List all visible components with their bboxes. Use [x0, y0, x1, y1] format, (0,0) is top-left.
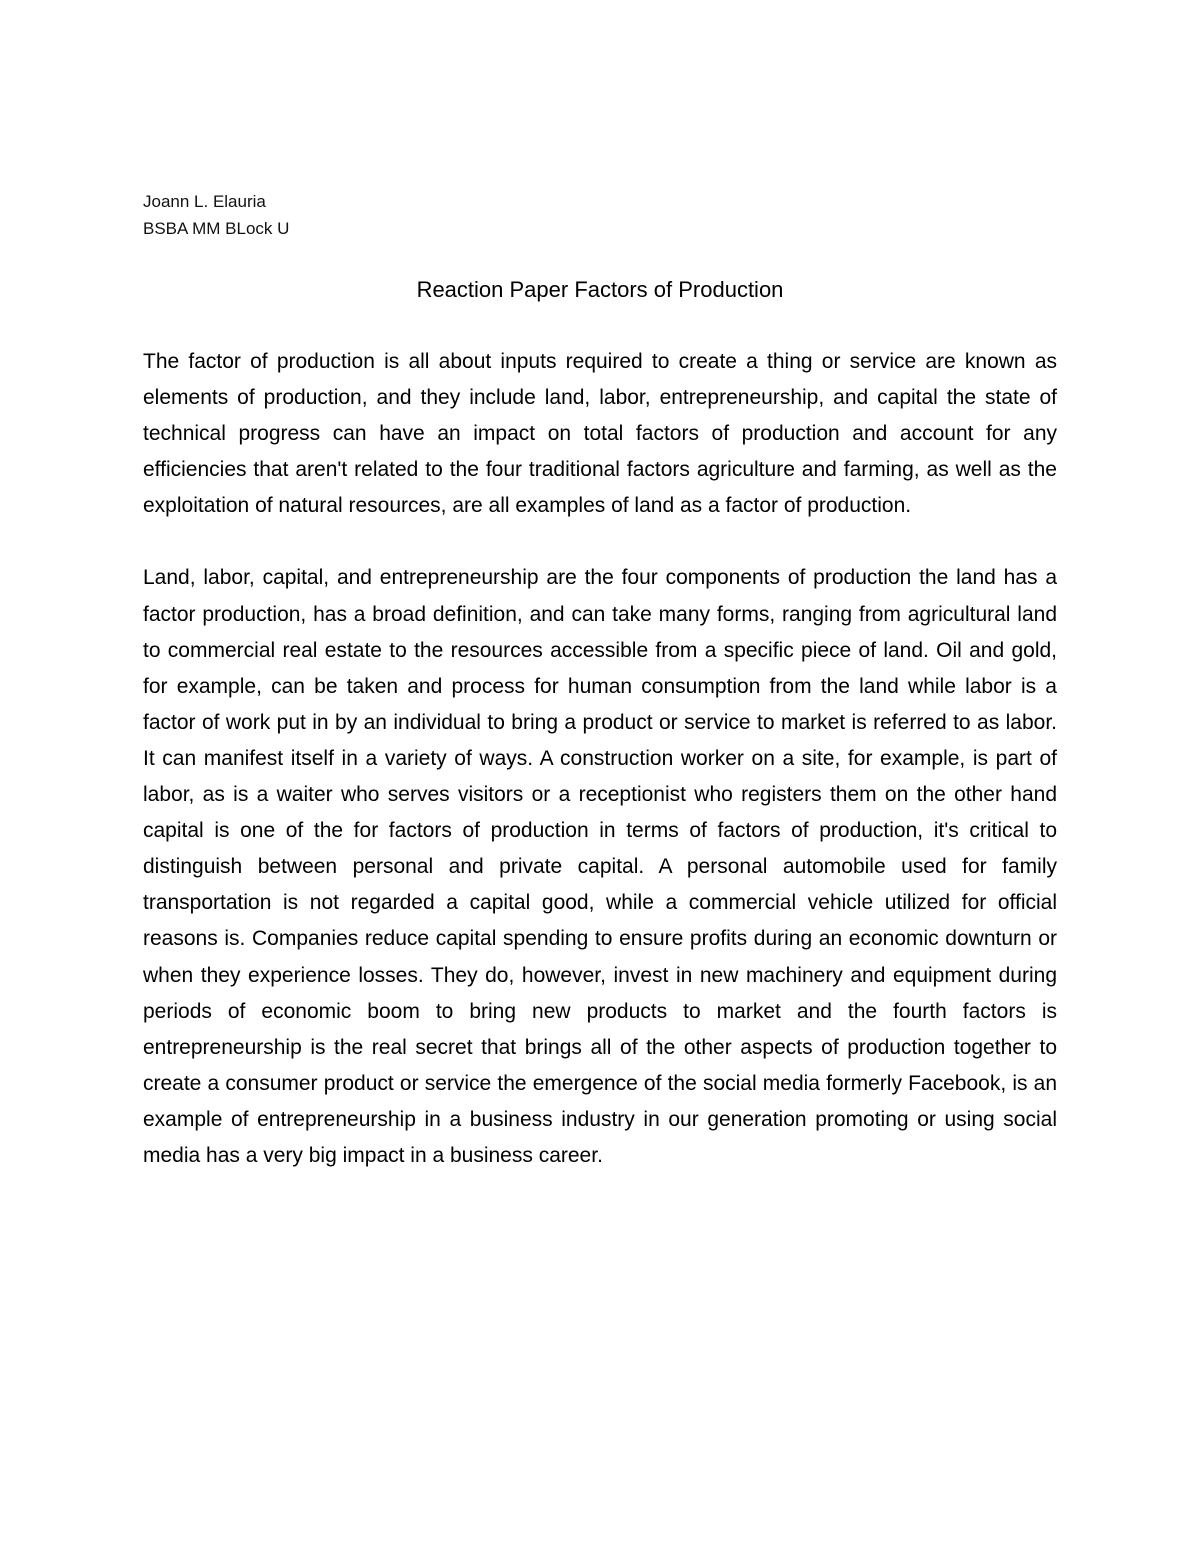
body-text — [143, 344, 1057, 1174]
paragraph-2: Land, labor, capital, and entrepreneurship are the four components of production the land has a factor production, has a broad definition, and can take many forms, ranging from agricultural land to commercial real estate to the resources accessible from a specific piece of land. Oil and gold, for example, can be taken and process for human consumption from the land while labor is a factor of work put in by an individual to bring a product or service to market is referred to as labor. It can manifest itself in a variety of ways. A construction worker on a site, for example, is part of labor, as is a waiter who serves visitors or a receptionist who registers them on the other hand capital is one of the for factors of production in terms of factors of production, it's critical to distinguish between personal and private capital. A personal automobile used for family transportation is not regarded a capital good, while a commercial vehicle utilized for official reasons is. Companies reduce capital spending to ensure profits during an economic downturn or when they experience losses. They do, however, invest in new machinery and equipment during periods of economic boom to bring new products to market and the fourth factors is entrepreneurship is the real secret that brings all of the other aspects of production together to create a consumer product or service the emergence of the social media formerly Facebook, is an example of entrepreneurship in a business industry in our generation promoting or using social media has a very big impact in a business career. — [143, 566, 1057, 1167]
author-name: Joann L. Elauria — [143, 192, 266, 211]
paragraph-1: The factor of production is all about inputs required to create a thing or service are known as elements of production, and they include land, labor, entrepreneurship, and capital the state of technical progress can have an impact on total factors of production and account for any efficiencies that aren't related to the four traditional factors agriculture and farming, as well as the exploitation of natural resources, are all examples of land as a factor of production. — [143, 350, 1057, 518]
paper-title: Reaction Paper Factors of Production — [416, 277, 784, 302]
course-section: BSBA MM BLock U — [143, 219, 290, 238]
author-block — [143, 188, 643, 242]
